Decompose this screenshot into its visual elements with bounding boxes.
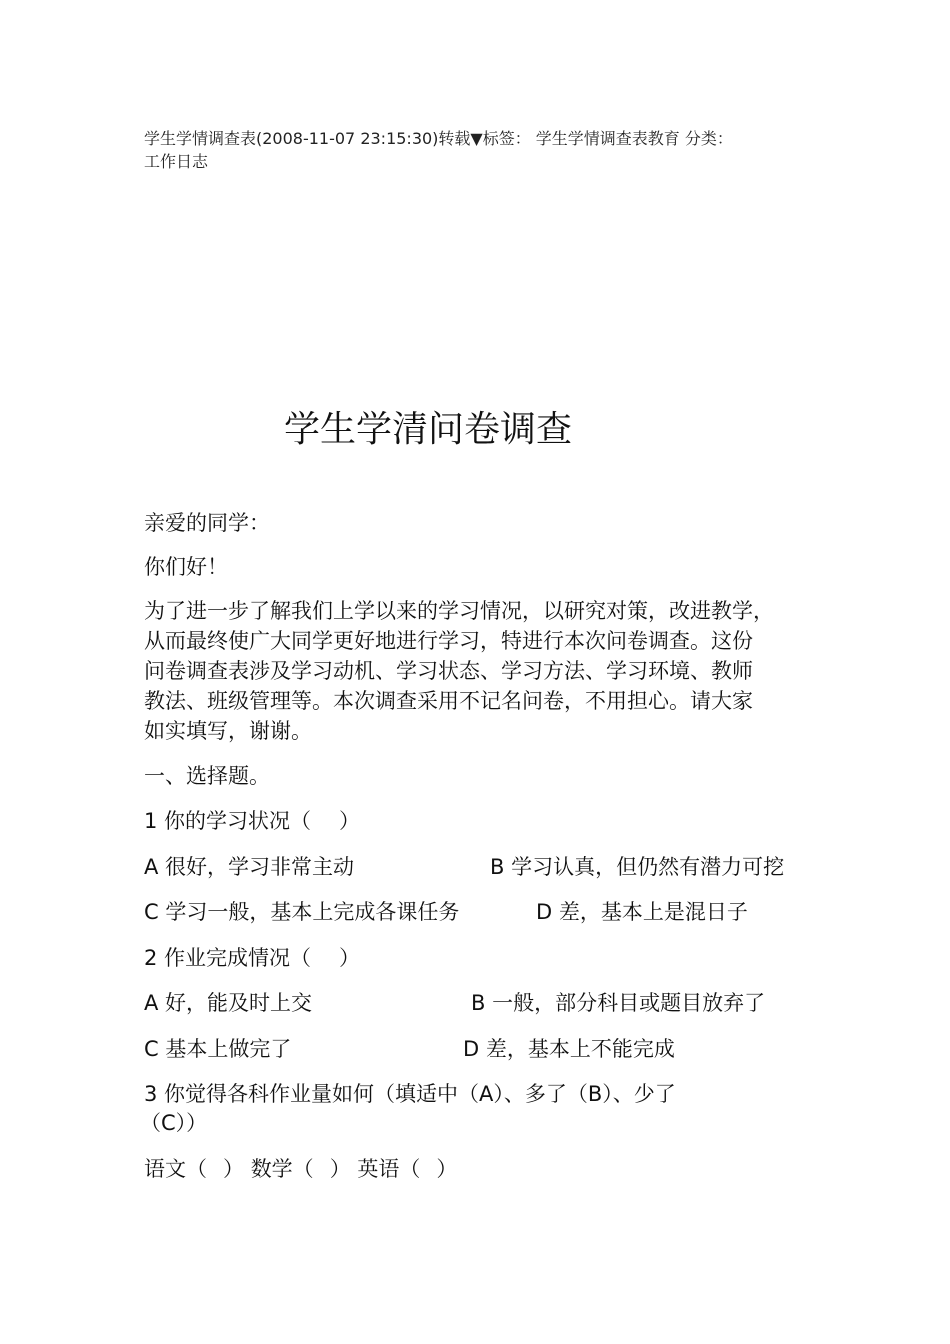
question-1-option-c: C 学习一般，基本上完成各课任务 bbox=[144, 900, 460, 924]
intro-line: 问卷调查表涉及学习动机、学习状态、学习方法、学习环境、教师 bbox=[144, 659, 753, 683]
question-2-option-b: B 一般，部分科目或题目放弃了 bbox=[471, 991, 766, 1015]
question-1-option-d: D 差，基本上是混日子 bbox=[536, 900, 748, 924]
intro-paragraph bbox=[144, 596, 774, 746]
intro-line: 如实填写，谢谢。 bbox=[144, 719, 312, 743]
question-1-option-a: A 很好，学习非常主动 bbox=[144, 855, 355, 879]
greeting: 亲爱的同学： bbox=[144, 511, 270, 535]
question-1-stem: 1 你的学习状况（ ） bbox=[144, 809, 361, 833]
question-3-subjects: 语文（ ） 数学（ ） 英语（ ） bbox=[144, 1157, 458, 1181]
question-2-stem: 2 作业完成情况（ ） bbox=[144, 946, 361, 970]
question-2-option-c: C 基本上做完了 bbox=[144, 1037, 292, 1061]
subject-chinese-label: 语文（ bbox=[144, 1157, 207, 1181]
subject-english-label: 英语（ bbox=[357, 1157, 421, 1181]
hello-line: 你们好！ bbox=[144, 555, 228, 579]
section-heading: 一、选择题。 bbox=[144, 764, 270, 788]
subject-math-label: 数学（ bbox=[250, 1157, 314, 1181]
intro-line: 为了进一步了解我们上学以来的学习情况，以研究对策，改进教学， bbox=[144, 599, 774, 623]
intro-line: 教法、班级管理等。本次调查采用不记名问卷，不用担心。请大家 bbox=[144, 689, 753, 713]
question-3-stem-line2: （C）） bbox=[140, 1111, 208, 1135]
question-1-option-b: B 学习认真，但仍然有潜力可挖 bbox=[490, 855, 785, 879]
blog-header-category: 工作日志 bbox=[144, 152, 209, 171]
question-2-option-a: A 好，能及时上交 bbox=[144, 991, 313, 1015]
survey-title: 学生学清问卷调查 bbox=[284, 409, 573, 450]
question-2-option-d: D 差，基本上不能完成 bbox=[463, 1037, 675, 1061]
question-3-stem-line1: 3 你觉得各科作业量如何（填适中（A）、多了（B）、少了 bbox=[144, 1082, 676, 1106]
blog-header-meta: 学生学情调查表(2008-11-07 23:15:30)转载▼标签： 学生学情调查表教育 分类： bbox=[144, 129, 733, 148]
intro-line: 从而最终使广大同学更好地进行学习，特进行本次问卷调查。这份 bbox=[144, 629, 753, 653]
